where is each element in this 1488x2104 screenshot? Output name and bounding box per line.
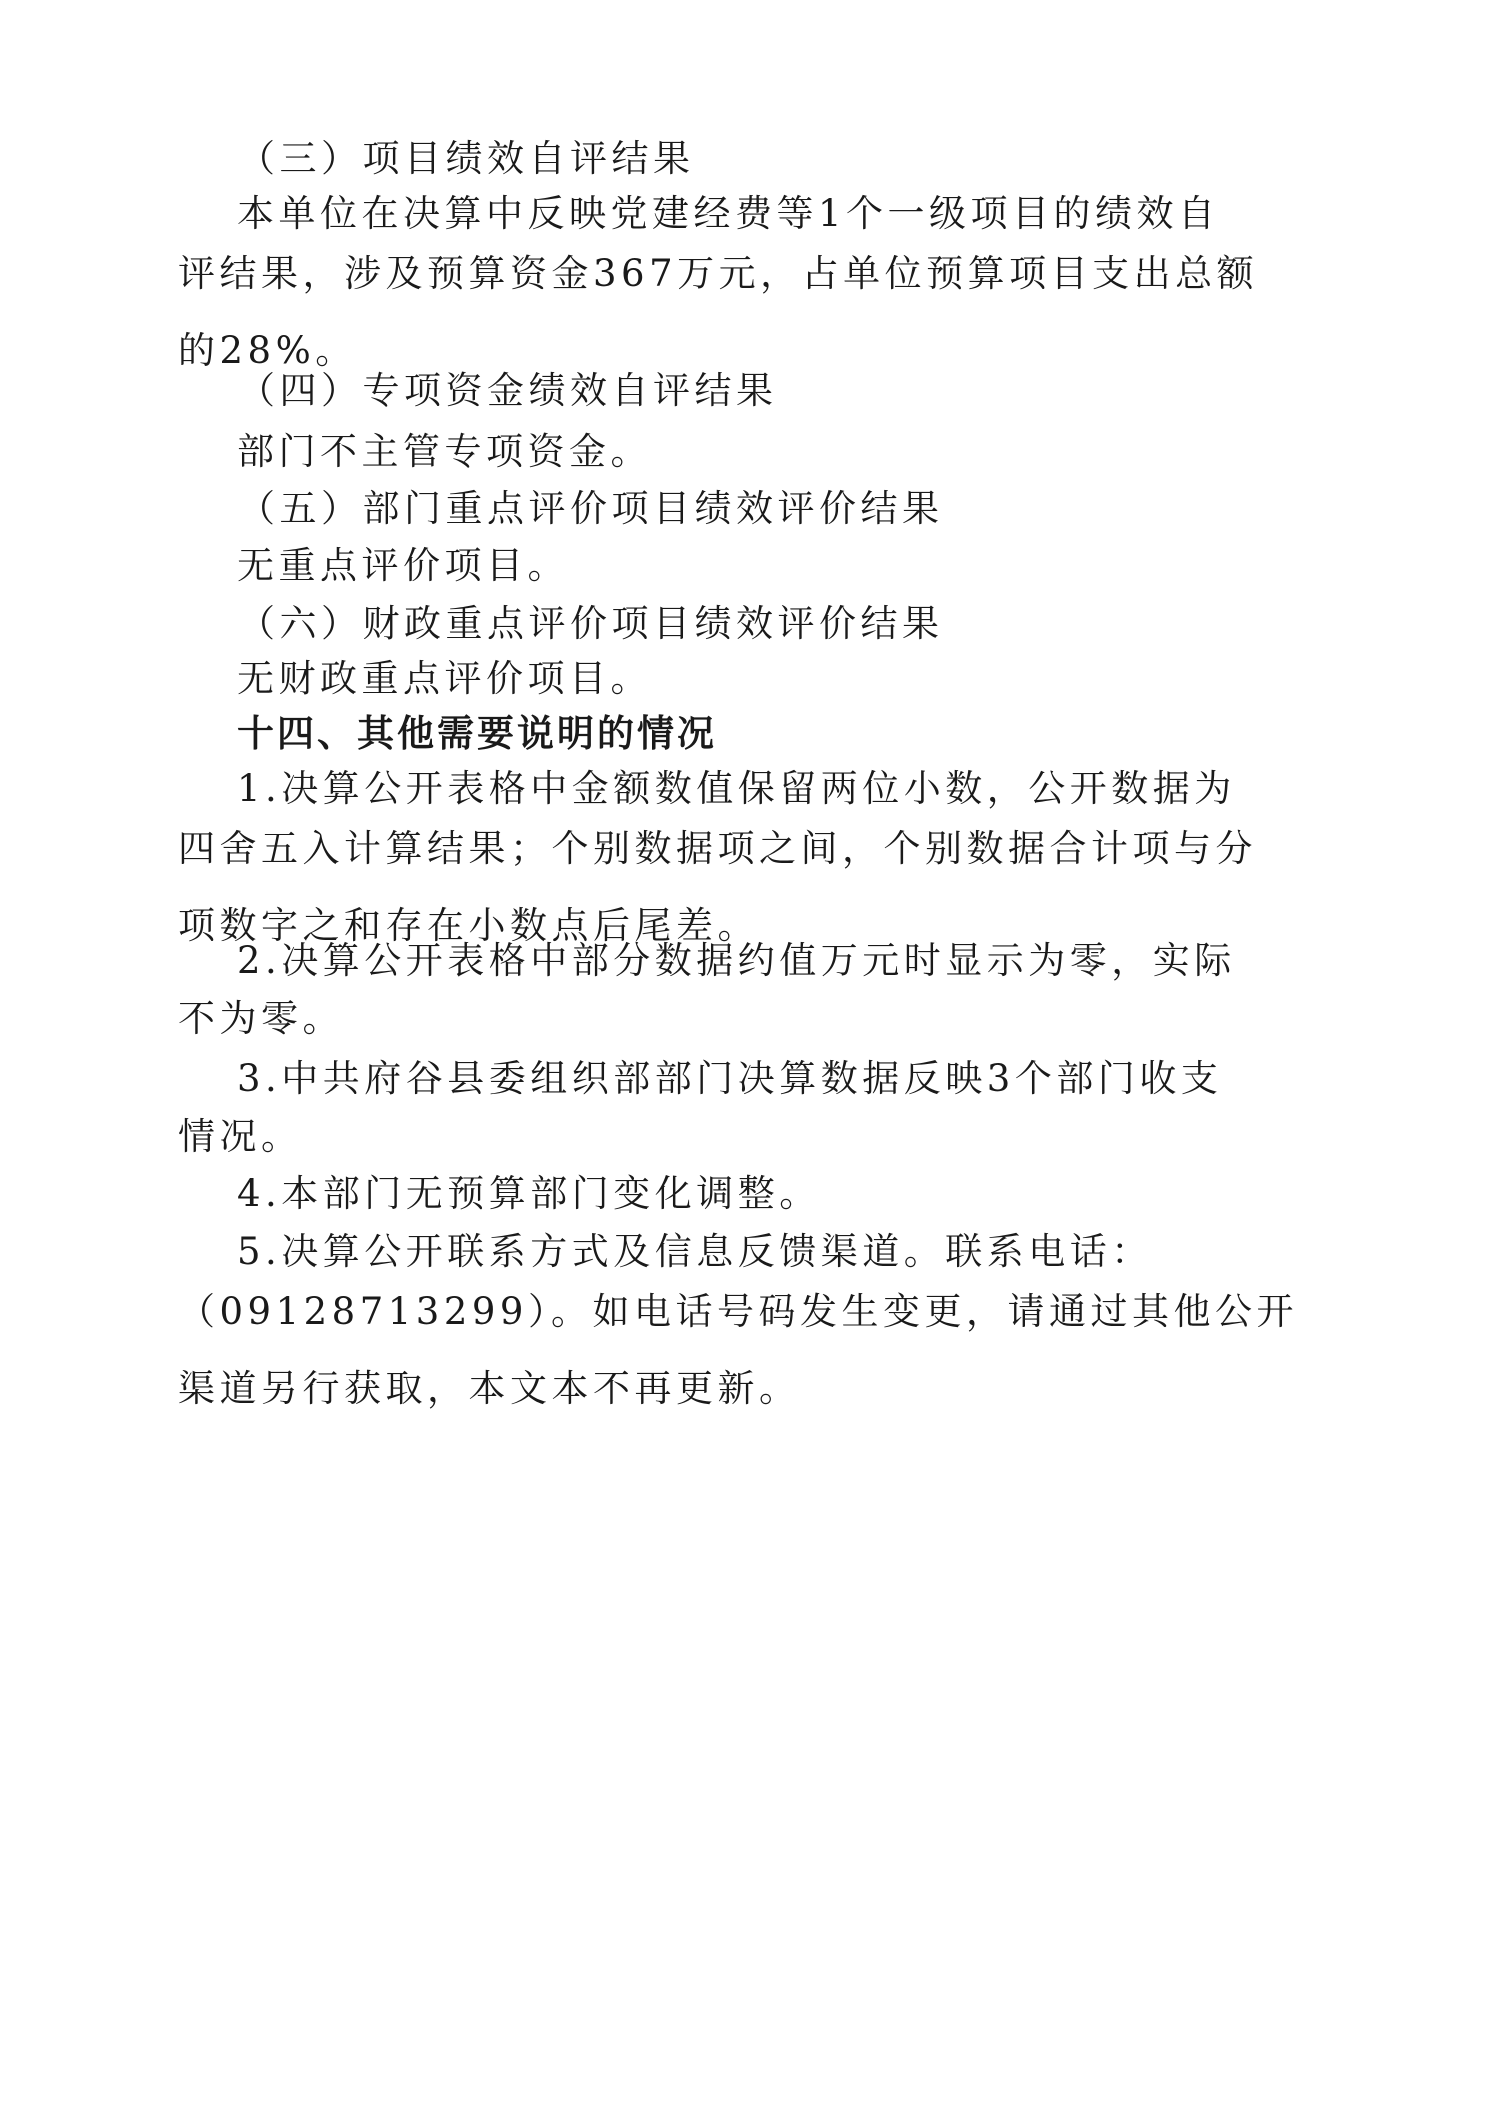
text-line: 情况。 [178, 1115, 303, 1158]
section-body-6: 无财政重点评价项目。 [237, 657, 652, 700]
text-line: 四舍五入计算结果；个别数据项之间，个别数据合计项与分 [178, 827, 1257, 870]
text-line: 渠道另行获取，本文本不再更新。 [178, 1367, 801, 1410]
text-line: 3.中共府谷县委组织部部门决算数据反映3个部门收支 [237, 1057, 1223, 1100]
section-heading-6: （六）财政重点评价项目绩效评价结果 [238, 602, 944, 645]
section-heading-3: （三）项目绩效自评结果 [238, 137, 695, 180]
section-body-4: 部门不主管专项资金。 [237, 430, 652, 473]
text-line: 1.决算公开表格中金额数值保留两位小数，公开数据为 [237, 767, 1236, 810]
section-heading-4: （四）专项资金绩效自评结果 [238, 369, 778, 412]
text-line: 的28%。 [178, 329, 357, 372]
text-line: 4.本部门无预算部门变化调整。 [237, 1172, 821, 1215]
text-line: 本单位在决算中反映党建经费等1个一级项目的绩效自 [237, 192, 1220, 235]
list-item-2 [237, 922, 1236, 999]
text-line: 5.决算公开联系方式及信息反馈渠道。联系电话： [237, 1230, 1153, 1273]
list-item-5-cont [178, 1273, 1298, 1427]
list-item-3 [237, 1040, 1222, 1117]
text-line: 不为零。 [178, 997, 344, 1040]
text-line: 项数字之和存在小数点后尾差。 [178, 904, 759, 947]
text-line: （09128713299）。如电话号码发生变更，请通过其他公开 [178, 1290, 1298, 1333]
chapter-heading-14: 十四、其他需要说明的情况 [237, 712, 717, 755]
text-line: 评结果，涉及预算资金367万元，占单位预算项目支出总额 [178, 252, 1259, 295]
section-heading-5: （五）部门重点评价项目绩效评价结果 [238, 487, 944, 530]
section-body-5: 无重点评价项目。 [237, 544, 569, 587]
text-line: 2.决算公开表格中部分数据约值万元时显示为零，实际 [237, 939, 1236, 982]
